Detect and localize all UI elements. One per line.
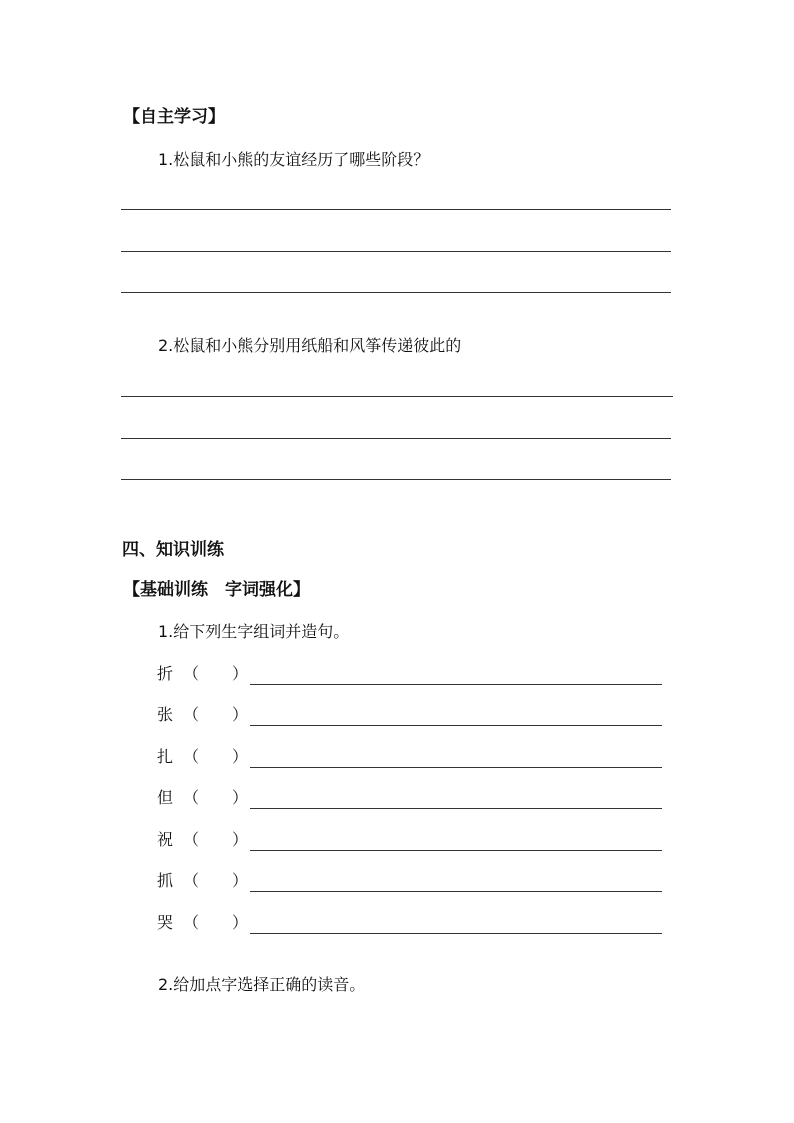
- char-row-7: [157, 913, 662, 935]
- sentence-line[interactable]: [250, 684, 662, 685]
- self-study-heading: 【自主学习】: [123, 107, 225, 127]
- question-2-text: 2.松鼠和小熊分别用纸船和风筝传递彼此的: [158, 336, 462, 355]
- char-row-3: [157, 747, 662, 769]
- open-paren: （: [183, 705, 200, 724]
- sentence-line[interactable]: [250, 767, 662, 768]
- char-row-6: [157, 871, 662, 893]
- char-label: 抓: [157, 871, 174, 890]
- sentence-line[interactable]: [250, 891, 662, 892]
- close-paren: ）: [232, 705, 249, 724]
- close-paren: ）: [232, 747, 249, 766]
- answer-line-2b[interactable]: [121, 438, 671, 439]
- char-row-4: [157, 788, 662, 810]
- open-paren: （: [183, 664, 200, 683]
- exercise-2-text: 2.给加点字选择正确的读音。: [158, 975, 366, 994]
- char-row-5: [157, 830, 662, 852]
- answer-line-2c[interactable]: [121, 479, 671, 480]
- close-paren: ）: [232, 913, 249, 932]
- answer-line-1c[interactable]: [121, 292, 671, 293]
- sentence-line[interactable]: [250, 725, 662, 726]
- open-paren: （: [183, 830, 200, 849]
- close-paren: ）: [232, 664, 249, 683]
- char-row-1: [157, 664, 662, 686]
- open-paren: （: [183, 913, 200, 932]
- answer-line-1a[interactable]: [121, 209, 671, 210]
- char-label: 祝: [157, 830, 174, 849]
- answer-line-2a[interactable]: [121, 396, 673, 397]
- exercise-1-text: 1.给下列生字组词并造句。: [158, 622, 350, 641]
- char-label: 折: [157, 664, 174, 683]
- close-paren: ）: [232, 830, 249, 849]
- question-1-text: 1.松鼠和小熊的友谊经历了哪些阶段？: [158, 150, 430, 169]
- answer-line-1b[interactable]: [121, 251, 671, 252]
- close-paren: ）: [232, 788, 249, 807]
- char-label: 哭: [157, 913, 174, 932]
- open-paren: （: [183, 788, 200, 807]
- sentence-line[interactable]: [250, 850, 662, 851]
- char-label: 但: [157, 788, 174, 807]
- section-four-heading: 四、知识训练: [122, 540, 224, 560]
- char-label: 扎: [157, 747, 174, 766]
- basic-training-subheading: 【基础训练 字词强化】: [123, 580, 310, 600]
- close-paren: ）: [232, 871, 249, 890]
- sentence-line[interactable]: [250, 808, 662, 809]
- open-paren: （: [183, 747, 200, 766]
- open-paren: （: [183, 871, 200, 890]
- char-label: 张: [157, 705, 174, 724]
- char-row-2: [157, 705, 662, 727]
- sentence-line[interactable]: [250, 933, 662, 934]
